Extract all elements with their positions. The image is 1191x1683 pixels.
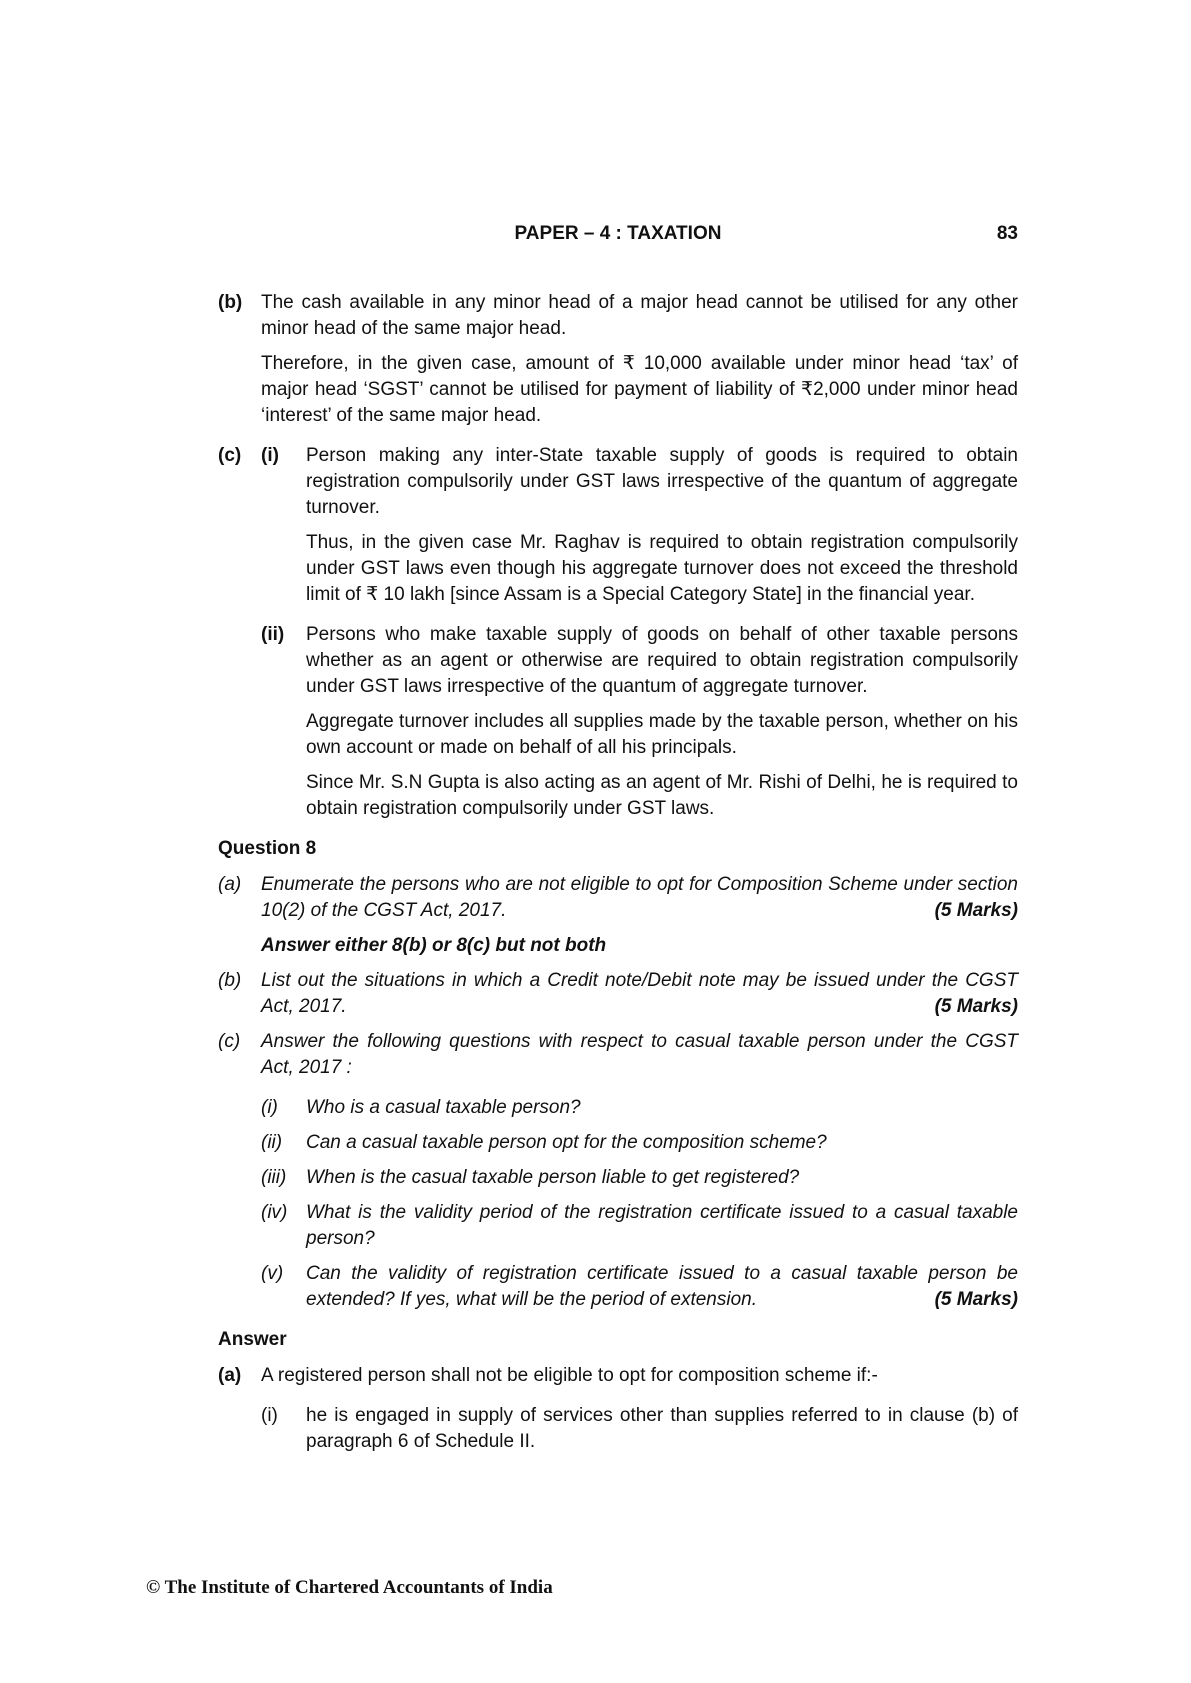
answer-8a-i-text: he is engaged in supply of services other than supplies referred to in clause (b) of paragraph 6 of Schedule II. (306, 1405, 1018, 1452)
answer-c-ii-para2: Aggregate turnover includes all supplies made by the taxable person, whether on his own account or made on behalf of all his principals. (306, 711, 1018, 758)
question-8a-body (261, 872, 1018, 924)
question-8c-item-label: (iv) (261, 1202, 288, 1223)
answer-c-label: (c) (218, 445, 242, 466)
question-8c-item-label: (iii) (261, 1167, 287, 1188)
page-number: 83 (996, 223, 1018, 244)
question-8c-item (218, 1165, 1018, 1191)
question-8a-marks: (5 Marks) (934, 900, 1018, 921)
answer-8a-text: A registered person shall not be eligible to opt for composition scheme if:- (261, 1365, 878, 1386)
page-title: PAPER – 4 : TAXATION (514, 223, 722, 244)
question-8c-label: (c) (218, 1031, 241, 1052)
question-8c-item-text: Who is a casual taxable person? (306, 1097, 581, 1118)
answer-c-i-para1: Person making any inter-State taxable supply of goods is required to obtain registration compulsorily under GST laws irrespective of the quantum of aggregate turnover. (306, 445, 1018, 518)
question-8b (218, 968, 1018, 1020)
question-8c-item (218, 1130, 1018, 1156)
question-8c-item-label: (ii) (261, 1132, 283, 1153)
question-8c-item-text: Can a casual taxable person opt for the composition scheme? (306, 1132, 827, 1153)
answer-b-para2: Therefore, in the given case, amount of ₹ 10,000 available under minor head ‘tax’ of major head ‘SGST’ cannot be utilised for payment of liability of ₹2,000 under minor head ‘interest’ of the same major head. (261, 353, 1018, 426)
question-8c-item (218, 1095, 1018, 1121)
question-8c-item-label: (i) (261, 1097, 278, 1118)
question-8a-text: Enumerate the persons who are not eligible to opt for Composition Scheme under section 10(2) of the CGST Act, 2017. (261, 874, 1018, 921)
question-8b-body (261, 968, 1018, 1020)
answer-heading: Answer (218, 1329, 287, 1350)
question-8c-item (218, 1200, 1018, 1252)
question-8b-label: (b) (218, 970, 242, 991)
answer-b (218, 290, 1018, 342)
question-8b-marks: (5 Marks) (934, 996, 1018, 1017)
answer-c-i-label: (i) (261, 445, 279, 466)
answer-c-i (218, 443, 1018, 521)
question-8c-item (218, 1261, 1018, 1313)
question-8c-item-text: When is the casual taxable person liable to get registered? (306, 1167, 800, 1188)
question-8a-label: (a) (218, 874, 242, 895)
answer-c-ii (218, 622, 1018, 700)
footer-copyright: © The Institute of Chartered Accountants of India (146, 1577, 553, 1598)
answer-b-para1: The cash available in any minor head of a major head cannot be utilised for any other minor head of the same major head. (261, 292, 1018, 339)
answer-c-ii-label: (ii) (261, 624, 285, 645)
answer-8a-i-label: (i) (261, 1405, 278, 1426)
question-8c-item-body (306, 1261, 1018, 1313)
answer-b-label: (b) (218, 292, 243, 313)
question-8c (218, 1029, 1018, 1081)
question-8c-item-label: (v) (261, 1263, 284, 1284)
answer-c-i-para2: Thus, in the given case Mr. Raghav is required to obtain registration compulsorily under GST laws even though his aggregate turnover does not exceed the threshold limit of ₹ 10 lakh [since Assam is a Special Category State] in the financial year. (306, 532, 1018, 605)
answer-c-ii-para3: Since Mr. S.N Gupta is also acting as an agent of Mr. Rishi of Delhi, he is required to obtain registration compulsorily under GST laws. (306, 772, 1018, 819)
answer-8a-i (218, 1403, 1018, 1455)
page-header (218, 223, 1018, 249)
answer-c-ii-para1: Persons who make taxable supply of goods on behalf of other taxable persons whether as an agent or otherwise are required to obtain registration compulsorily under GST laws irrespective of the quantum of aggregate turnover. (306, 624, 1018, 697)
question-8c-item-text: Can the validity of registration certificate issued to a casual taxable person be extended? If yes, what will be the period of extension. (306, 1263, 1018, 1310)
question-8c-text: Answer the following questions with respect to casual taxable person under the CGST Act, 2017 : (261, 1031, 1018, 1078)
question-8-either-note: Answer either 8(b) or 8(c) but not both (261, 935, 607, 956)
question-8a (218, 872, 1018, 924)
question-8c-item-text: What is the validity period of the registration certificate issued to a casual taxable person? (306, 1202, 1018, 1249)
page-content (218, 290, 1018, 1455)
answer-8a (218, 1363, 1018, 1389)
question-8b-text: List out the situations in which a Credit note/Debit note may be issued under the CGST Act, 2017. (261, 970, 1018, 1017)
question-8c-marks: (5 Marks) (934, 1289, 1018, 1310)
answer-8a-label: (a) (218, 1365, 242, 1386)
question-8-heading: Question 8 (218, 838, 317, 859)
